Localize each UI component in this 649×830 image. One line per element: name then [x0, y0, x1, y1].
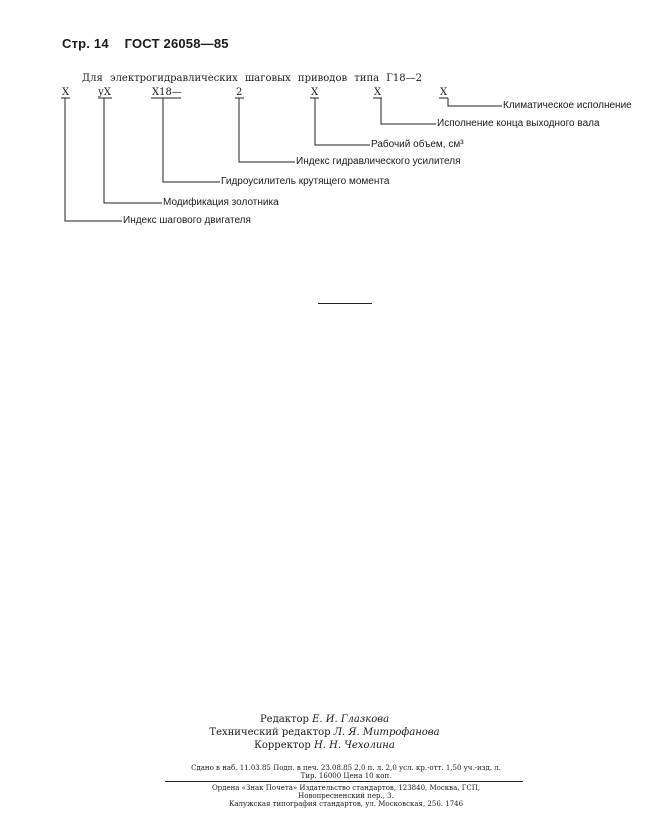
credit-tech-editor-role: Технический редактор: [209, 727, 331, 738]
label-torque-amp: Гидроусилитель крутящего момента: [221, 176, 390, 187]
leader-volume: [315, 98, 370, 145]
credit-proofreader-role: Корректор: [254, 740, 311, 751]
credit-tech-editor: [0, 727, 649, 738]
imprint-line-5: Калужская типография стандартов, ул. Московская, 256. 1746: [228, 800, 464, 808]
imprint-line-1: Сдано в наб. 11.03.85 Подп. в печ. 23.08.85 2,0 п. л. 2,0 усл. кр.-отт. 1,50 уч.-изд. л.: [191, 764, 501, 772]
label-spool-mod: Модификация золотника: [163, 197, 279, 208]
label-volume: Рабочий объем, см³: [371, 139, 464, 150]
code-shaft-end: Х: [374, 87, 382, 98]
label-shaft-end: Исполнение конца выходного вала: [437, 118, 600, 129]
section-divider: [318, 303, 372, 304]
credit-tech-editor-name: Л. Я. Митрофанова: [333, 727, 440, 738]
code-climatic: Х: [440, 87, 448, 98]
imprint-line-4: Новопресненский пер., 3.: [298, 792, 394, 800]
code-volume: Х: [311, 87, 319, 98]
leader-climatic: [448, 98, 502, 106]
page-number: Стр. 14: [62, 36, 109, 51]
code-torque-amp: Х18—: [152, 87, 182, 98]
imprint-divider: [165, 781, 523, 782]
scheme-intro: Для электрогидравлических шаговых приводов типа Г18—2: [82, 73, 422, 84]
code-spool-mod: уХ: [98, 87, 112, 98]
leader-torque-amp: [163, 98, 220, 182]
standard-id: ГОСТ 26058—85: [124, 36, 229, 51]
leader-hydro-amp-index: [239, 98, 295, 162]
credit-editor-role: Редактор: [259, 714, 309, 725]
label-hydro-amp-index: Индекс гидравлического усилителя: [296, 156, 461, 167]
credit-editor-name: Е. И. Глазкова: [312, 714, 390, 725]
credit-proofreader-name: Н. Н. Чехолина: [314, 740, 395, 751]
label-climatic: Климатическое исполнение: [503, 100, 632, 111]
code-hydro-amp-index: 2: [236, 87, 243, 98]
leader-shaft-end: [381, 98, 436, 124]
label-motor-index: Индекс шагового двигателя: [123, 215, 251, 226]
leader-spool-mod: [104, 98, 162, 203]
code-motor-index: Х: [62, 87, 70, 98]
imprint-line-2: Тир. 16000 Цена 10 коп.: [300, 772, 392, 780]
credit-proofreader: [0, 740, 649, 751]
imprint-line-3: Ордена «Знак Почета» Издательство стандартов, 123840, Москва, ГСП,: [211, 784, 481, 792]
credit-editor: [0, 714, 649, 725]
